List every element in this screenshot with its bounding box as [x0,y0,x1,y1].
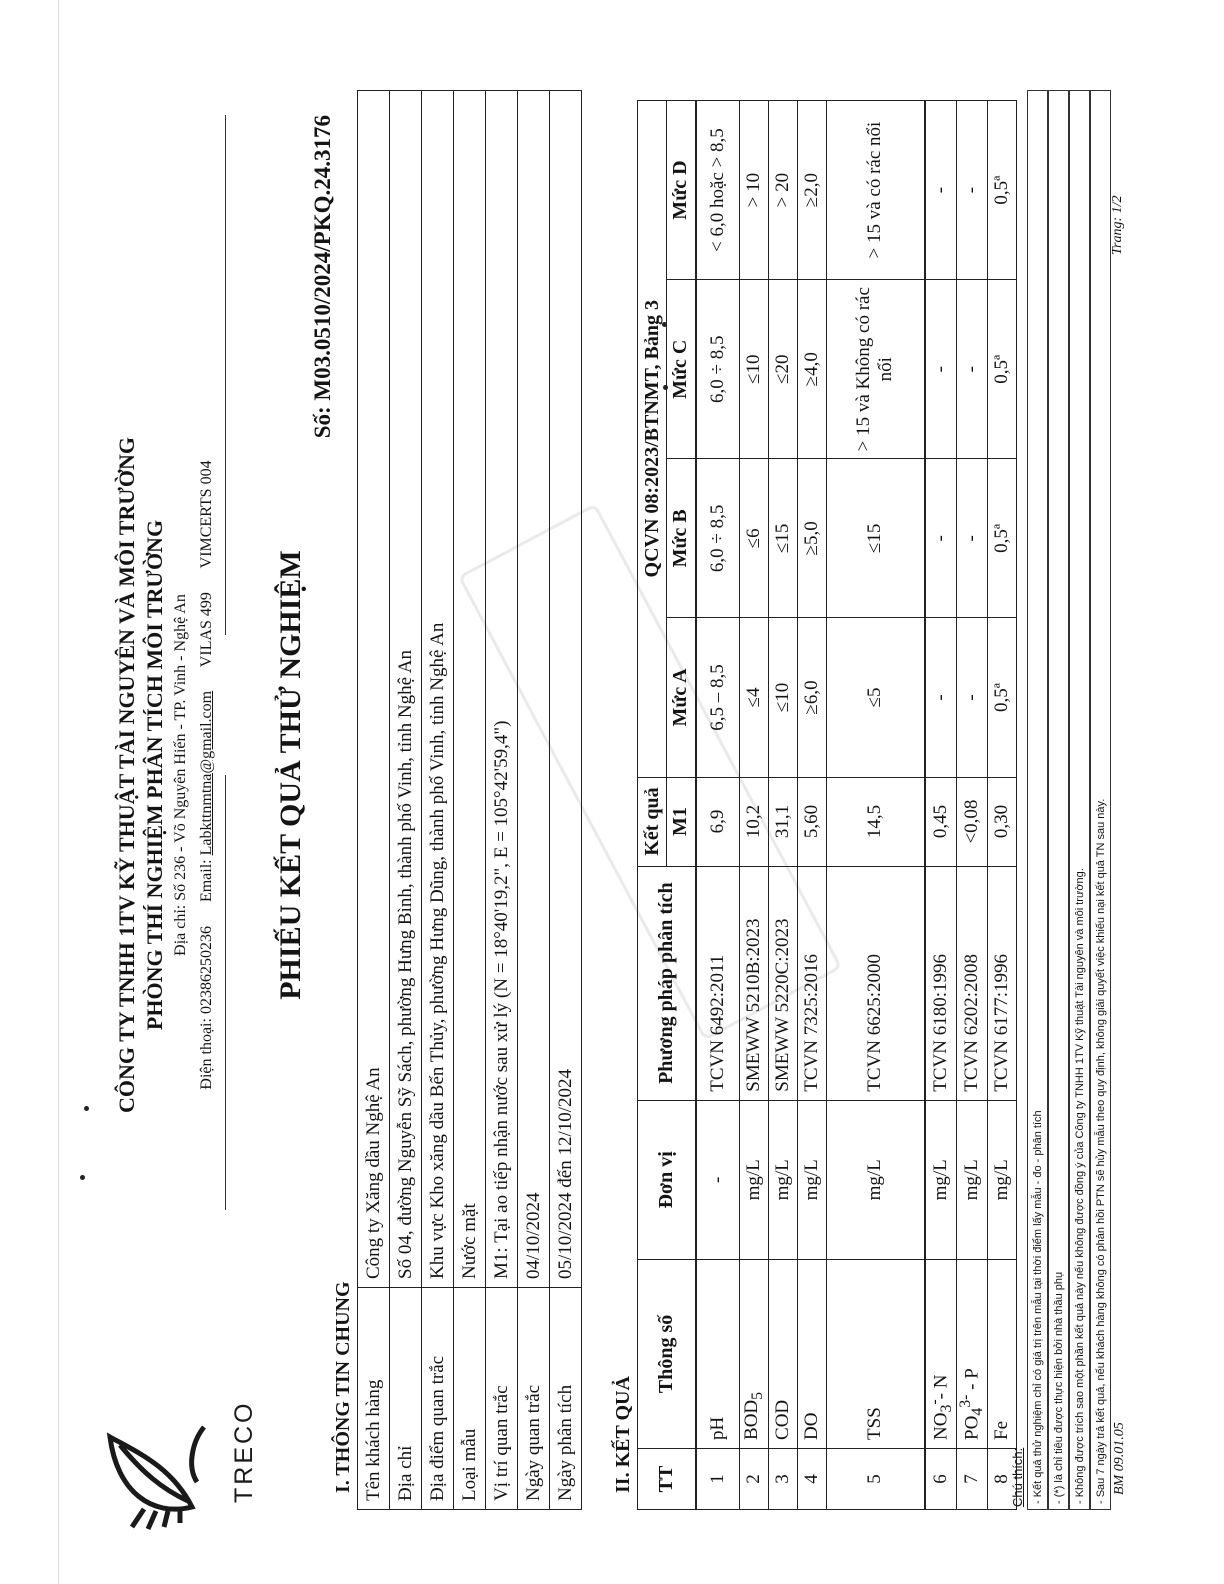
info-label: Địa chỉ [390,1288,422,1510]
row-level-b: ≤15 [827,459,925,618]
row-level-b: ≤15 [769,459,798,618]
row-level-c: 0,5ª [987,280,1016,459]
row-level-c: ≥4,0 [798,280,827,459]
row-level-a: - [956,618,987,777]
row-m1: 10,2 [740,777,769,866]
row-m1: <0,08 [956,777,987,866]
col-header-method: Phương pháp phân tích [638,866,696,1100]
general-info-table [357,90,582,1510]
document-page [52,0,1172,1555]
result-row [925,101,957,1510]
row-unit: mg/L [987,1100,1016,1259]
info-value: Khu vực Kho xăng dầu Bến Thủy, phường Hưng Dũng, thành phố Vinh, tỉnh Nghệ An [422,91,454,1288]
row-level-a: ≤4 [740,618,769,777]
row-tt: 2 [740,1448,769,1509]
row-level-a: - [925,618,957,777]
row-method: TCVN 6202:2008 [956,866,987,1100]
row-unit: mg/L [956,1100,987,1259]
param-subscript: 5 [748,1391,766,1400]
row-level-d: - [925,101,957,280]
result-row [740,101,769,1510]
document-number: Số: M03.0510/2024/PKQ.24.3176 [310,115,335,439]
param-name: NO [929,1412,951,1440]
row-level-c: > 15 và Không có rác nổi [827,280,925,459]
email-link[interactable]: Labkttnmtna@gmail.com [198,690,215,856]
info-value: 05/10/2024 đến 12/10/2024 [550,91,582,1288]
row-level-d: - [956,101,987,280]
result-row [769,101,798,1510]
param-superscript: 3- [956,1394,974,1408]
row-param [696,1259,740,1448]
param-subscript: 4 [968,1407,986,1416]
row-tt: 1 [696,1448,740,1509]
note-item: - Kết quả thử nghiệm chỉ có giá trị trên mẫu tại thời điểm lấy mẫu - đo - phân tích [1027,90,1048,1510]
row-tt: 7 [956,1448,987,1509]
row-level-d: 0,5ª [987,101,1016,280]
info-row [486,91,518,1510]
result-row [798,101,827,1510]
row-level-c: ≤10 [740,280,769,459]
company-address: Địa chỉ: Số 236 - Võ Nguyên Hiến - TP. Vinh - Nghệ An [172,594,189,956]
col-header-m1: M1 [667,777,696,866]
col-header-unit: Đơn vị [638,1100,696,1259]
info-value: M1: Tại ao tiếp nhận nước sau xử lý (N = 18°40'19,2", E = 105°42'59,4") [486,91,518,1288]
row-method: TCVN 6180:1996 [925,866,957,1100]
row-level-b: ≤6 [740,459,769,618]
info-label: Vị trí quan trắc [486,1288,518,1510]
info-row [390,91,422,1510]
row-method: SMEWW 5220C:2023 [769,866,798,1100]
page-number: Trang: 1/2 [1110,195,1125,255]
row-level-c: - [925,280,957,459]
row-m1: 0,30 [987,777,1016,866]
header-divider-right [225,115,226,635]
param-name: COD [772,1399,793,1440]
row-level-b: ≥5,0 [798,459,827,618]
info-label: Ngày phân tích [550,1288,582,1510]
row-level-b: - [925,459,957,618]
param-name: DO [801,1412,822,1440]
row-tt: 6 [925,1448,957,1509]
info-value: Nước mặt [454,91,486,1288]
param-name: BOD [741,1399,763,1440]
section-results-heading: II. KẾT QUẢ [612,1376,634,1493]
row-method: TCVN 6492:2011 [696,866,740,1100]
info-row [454,91,486,1510]
col-header-result: Kết quả [638,777,667,866]
form-code: BM 09.01.05 [1112,1422,1127,1495]
row-level-a: ≥6,0 [798,618,827,777]
info-value: 04/10/2024 [518,91,550,1288]
row-m1: 0,45 [925,777,957,866]
row-tt: 4 [798,1448,827,1509]
note-item: - Không được trích sao một phần kết quả này nếu không được đồng ý của Công ty TNHH 1TV Kỹ thuật Tài nguyên và môi trường. [1069,90,1090,1510]
notes-title: Chú thích: [1010,1447,1025,1507]
col-header-level-c: Mức C [667,280,696,459]
info-label: Tên khách hàng [358,1288,390,1510]
row-method: TCVN 6625:2000 [827,866,925,1100]
info-row [422,91,454,1510]
info-row [550,91,582,1510]
contact-line [198,0,216,1555]
document-title: PHIẾU KẾT QUẢ THỬ NGHIỆM [274,550,307,1000]
header-divider-left [225,775,226,1210]
col-header-level-a: Mức A [667,618,696,777]
row-param [769,1259,798,1448]
note-item: - (*) là chỉ tiêu được thực hiện bởi nhà thầu phụ [1048,90,1069,1510]
row-level-d: > 10 [740,101,769,280]
results-table [637,100,1017,1510]
info-value: Số 04, đường Nguyễn Sỹ Sách, phường Hưng Bình, thành phố Vinh, tỉnh Nghệ An [390,91,422,1288]
col-header-tt: TT [638,1448,696,1509]
row-level-a: ≤10 [769,618,798,777]
row-level-b: - [956,459,987,618]
row-param [827,1259,925,1448]
row-level-a: 6,5 – 8,5 [696,618,740,777]
param-suffix: - P [960,1368,982,1395]
row-param [740,1259,769,1448]
result-row [696,101,740,1510]
row-param [925,1259,957,1448]
row-level-b: 0,5ª [987,459,1016,618]
row-unit: mg/L [798,1100,827,1259]
row-level-d: < 6,0 hoặc > 8,5 [696,101,740,280]
company-name: CÔNG TY TNHH 1TV KỸ THUẬT TÀI NGUYÊN VÀ MÔI TRƯỜNG [114,437,139,1114]
row-method: TCVN 7325:2016 [798,866,827,1100]
param-name: TSS [864,1407,886,1440]
param-suffix: - N [929,1374,951,1400]
info-label: Loại mẫu [454,1288,486,1510]
row-level-d: > 15 và có rác nổi [827,101,925,280]
info-label: Địa điểm quan trắc [422,1288,454,1510]
row-param [987,1259,1016,1448]
row-method: SMEWW 5210B:2023 [740,866,769,1100]
row-m1: 6,9 [696,777,740,866]
result-row [987,101,1016,1510]
row-m1: 5,60 [798,777,827,866]
vilas-code: VILAS 499 [198,592,215,668]
row-m1: 31,1 [769,777,798,866]
info-value: Công ty Xăng dầu Nghệ An [358,91,390,1288]
row-param [956,1259,987,1448]
row-param [798,1259,827,1448]
row-unit: mg/L [925,1100,957,1259]
col-header-level-b: Mức B [667,459,696,618]
result-row [956,101,987,1510]
row-level-c: ≤20 [769,280,798,459]
lab-name: PHÒNG THÍ NGHIỆM PHÂN TÍCH MÔI TRƯỜNG [142,519,167,1031]
row-unit: mg/L [769,1100,798,1259]
param-superscript: - [925,1399,943,1405]
info-row [518,91,550,1510]
result-row [827,101,925,1510]
row-level-a: ≤5 [827,618,925,777]
phone-text: Điện thoại: 02386250236 [198,926,215,1090]
row-unit: mg/L [827,1100,925,1259]
row-level-a: 0,5ª [987,618,1016,777]
param-name: PO [960,1415,982,1440]
row-unit: mg/L [740,1100,769,1259]
row-level-b: 6,0 ÷ 8,5 [696,459,740,618]
col-header-standard: QCVN 08:2023/BTNMT, Bảng 3 [638,101,667,778]
row-tt: 8 [987,1448,1016,1509]
email-label: Email: [198,859,215,903]
row-tt: 3 [769,1448,798,1509]
vimcerts-code: VIMCERTS 004 [198,460,215,569]
param-subscript: 3 [937,1404,955,1413]
row-unit: - [696,1100,740,1259]
row-m1: 14,5 [827,777,925,866]
row-level-d: ≥2,0 [798,101,827,280]
logo-wordmark: TRECO [230,1400,258,1503]
param-name: pH [706,1416,728,1440]
row-level-d: > 20 [769,101,798,280]
row-tt: 5 [827,1448,925,1509]
info-label: Ngày quan trắc [518,1288,550,1510]
row-level-c: 6,0 ÷ 8,5 [696,280,740,459]
note-item: - Sau 7 ngày trả kết quả, nếu khách hàng không có phản hồi PTN sẽ hủy mẫu theo quy định, không giải quyết việc khiếu nại kết quả TN sau này. [1090,90,1111,1510]
param-name: Fe [990,1420,1012,1440]
col-header-param: Thông số [638,1259,696,1448]
row-method: TCVN 6177:1996 [987,866,1016,1100]
col-header-level-d: Mức D [667,101,696,280]
section-general-info-heading: I. THÔNG TIN CHUNG [332,1281,354,1493]
row-level-c: - [956,280,987,459]
info-row [358,91,390,1510]
